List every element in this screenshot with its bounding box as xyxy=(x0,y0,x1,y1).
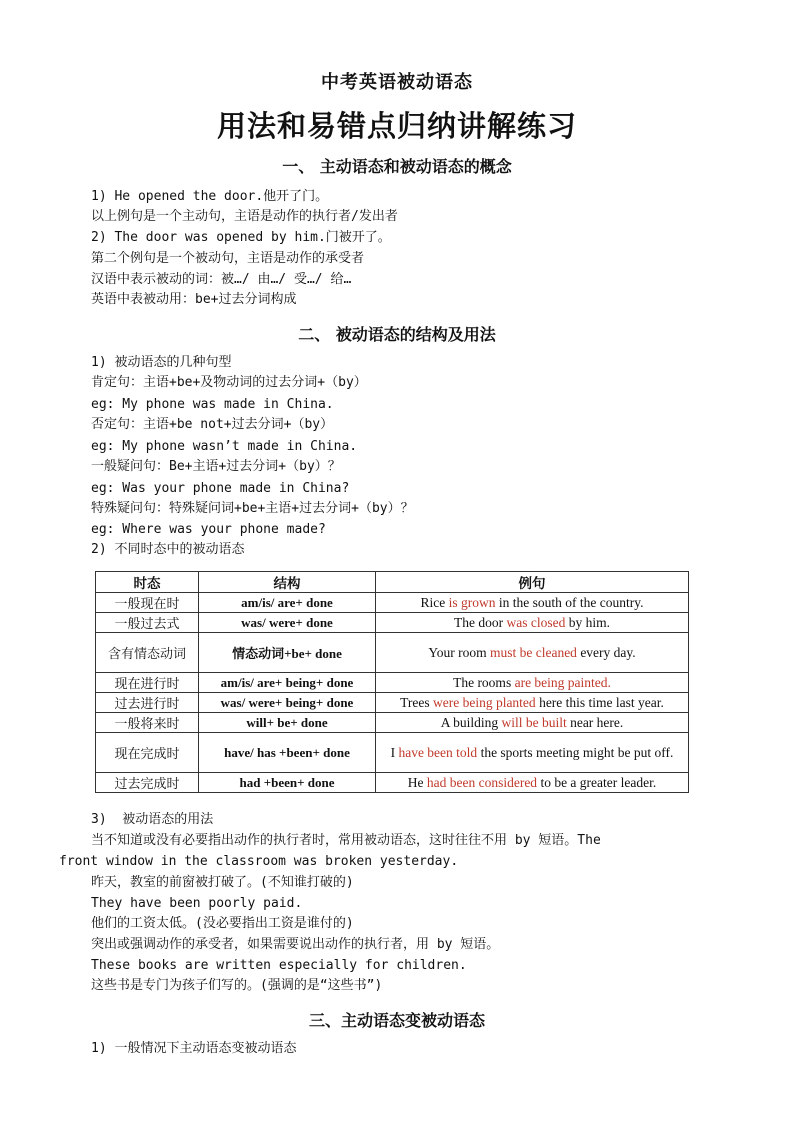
text-line: 突出或强调动作的承受者，如果需要说出动作的执行者，用 by 短语。 xyxy=(91,937,500,952)
structure-cell: was/ were+ done xyxy=(199,613,376,633)
tense-cell: 含有情态动词 xyxy=(96,633,199,673)
text-line: eg: My phone was made in China. xyxy=(91,397,334,412)
tense-cell: 现在进行时 xyxy=(96,673,199,693)
table-row xyxy=(96,713,689,733)
text-line: 肯定句：主语+be+及物动词的过去分词+（by） xyxy=(91,375,367,390)
text-line: 特殊疑问句：特殊疑问词+be+主语+过去分词+（by）？ xyxy=(91,501,414,516)
structure-cell: have/ has +been+ done xyxy=(199,733,376,773)
example-text: The rooms xyxy=(453,674,515,690)
passive-highlight: had been considered xyxy=(426,774,538,790)
structure-cell: am/is/ are+ being+ done xyxy=(199,673,376,693)
structure-cell: was/ were+ being+ done xyxy=(199,693,376,713)
table-row xyxy=(96,633,689,673)
tense-cell: 过去完成时 xyxy=(96,773,199,793)
tense-cell: 一般现在时 xyxy=(96,593,199,613)
structure-cell: will+ be+ done xyxy=(199,713,376,733)
column-header-tense: 时态 xyxy=(96,572,199,593)
text-line: 2) 不同时态中的被动语态 xyxy=(91,542,245,557)
example-text: to be a greater leader. xyxy=(537,774,657,790)
tense-cell: 过去进行时 xyxy=(96,693,199,713)
text-line: 1) He opened the door.他开了门。 xyxy=(91,189,329,204)
text-line: 一般疑问句：Be+主语+过去分词+（by）？ xyxy=(91,459,341,474)
example-text: Trees xyxy=(400,694,433,710)
example-cell xyxy=(376,713,689,733)
structure-cell: 情态动词+be+ done xyxy=(199,633,376,673)
text-line: 他们的工资太低。(没必要指出工资是谁付的) xyxy=(91,916,354,931)
text-line: 当不知道或没有必要指出动作的执行者时，常用被动语态，这时往往不用 by 短语。The xyxy=(91,833,601,848)
document-subtitle: 中考英语被动语态 xyxy=(321,72,473,93)
document-title: 用法和易错点归纳讲解练习 xyxy=(216,109,577,143)
example-text: by him. xyxy=(565,614,610,630)
text-line: 否定句：主语+be not+过去分词+（by） xyxy=(91,417,334,432)
column-header-example: 例句 xyxy=(376,572,689,593)
table-row xyxy=(96,673,689,693)
table-header-row xyxy=(96,572,689,593)
example-text: near here. xyxy=(566,714,624,730)
table-row xyxy=(96,733,689,773)
example-cell xyxy=(376,673,689,693)
section2-heading: 二、 被动语态的结构及用法 xyxy=(298,325,496,344)
example-cell xyxy=(376,613,689,633)
passive-highlight: is grown xyxy=(448,594,496,610)
tense-cell: 现在完成时 xyxy=(96,733,199,773)
passive-highlight: will be built xyxy=(501,714,567,730)
tense-cell: 一般过去式 xyxy=(96,613,199,633)
structure-cell: had +been+ done xyxy=(199,773,376,793)
text-line: 汉语中表示被动的词：被…/ 由…/ 受…/ 给… xyxy=(91,272,352,287)
passive-highlight: were being planted xyxy=(432,694,536,710)
text-line: 以上例句是一个主动句，主语是动作的执行者/发出者 xyxy=(91,209,398,224)
example-cell xyxy=(376,733,689,773)
text-line: They have been poorly paid. xyxy=(91,896,303,911)
passive-highlight: must be cleaned xyxy=(489,644,577,660)
text-line: 2) The door was opened by him.门被开了。 xyxy=(91,230,391,245)
section1-heading: 一、 主动语态和被动语态的概念 xyxy=(282,157,512,176)
usage-heading: 3) 被动语态的用法 xyxy=(91,812,214,827)
table-row xyxy=(96,593,689,613)
example-text: A building xyxy=(440,714,502,730)
example-text: Rice xyxy=(420,594,449,610)
example-text: the sports meeting might be put off. xyxy=(477,744,674,760)
example-cell xyxy=(376,593,689,613)
passive-highlight: was closed xyxy=(506,614,566,630)
example-text: in the south of the country. xyxy=(495,594,644,610)
example-cell xyxy=(376,773,689,793)
text-line: These books are written especially for children. xyxy=(91,958,467,973)
table-row xyxy=(96,693,689,713)
example-cell xyxy=(376,633,689,673)
table-row xyxy=(96,613,689,633)
text-line: 昨天，教室的前窗被打破了。(不知谁打破的) xyxy=(91,875,354,890)
example-text: here this time last year. xyxy=(535,694,664,710)
text-line: eg: Where was your phone made? xyxy=(91,522,326,537)
passive-highlight: are being painted. xyxy=(514,674,611,690)
example-text: I xyxy=(390,744,399,760)
text-line: 第二个例句是一个被动句，主语是动作的承受者 xyxy=(91,251,365,266)
text-line: 1) 一般情况下主动语态变被动语态 xyxy=(91,1041,297,1056)
example-text: every day. xyxy=(576,644,636,660)
tense-cell: 一般将来时 xyxy=(96,713,199,733)
text-line: eg: My phone wasn’t made in China. xyxy=(91,439,358,454)
section3-heading: 三、主动语态变被动语态 xyxy=(308,1011,485,1030)
passive-highlight: have been told xyxy=(398,744,478,760)
structure-cell: am/is/ are+ done xyxy=(199,593,376,613)
example-text: He xyxy=(407,774,427,790)
text-line: 1) 被动语态的几种句型 xyxy=(91,355,232,370)
text-line: 这些书是专门为孩子们写的。(强调的是“这些书”) xyxy=(91,978,383,993)
example-text: Your room xyxy=(428,644,490,660)
column-header-structure: 结构 xyxy=(199,572,376,593)
table-row xyxy=(96,773,689,793)
passive-tense-table xyxy=(95,571,689,793)
text-line: eg: Was your phone made in China? xyxy=(91,481,350,496)
text-line: front window in the classroom was broken yesterday. xyxy=(59,854,459,869)
example-cell xyxy=(376,693,689,713)
text-line: 英语中表被动用：be+过去分词构成 xyxy=(91,292,297,307)
example-text: The door xyxy=(454,614,507,630)
